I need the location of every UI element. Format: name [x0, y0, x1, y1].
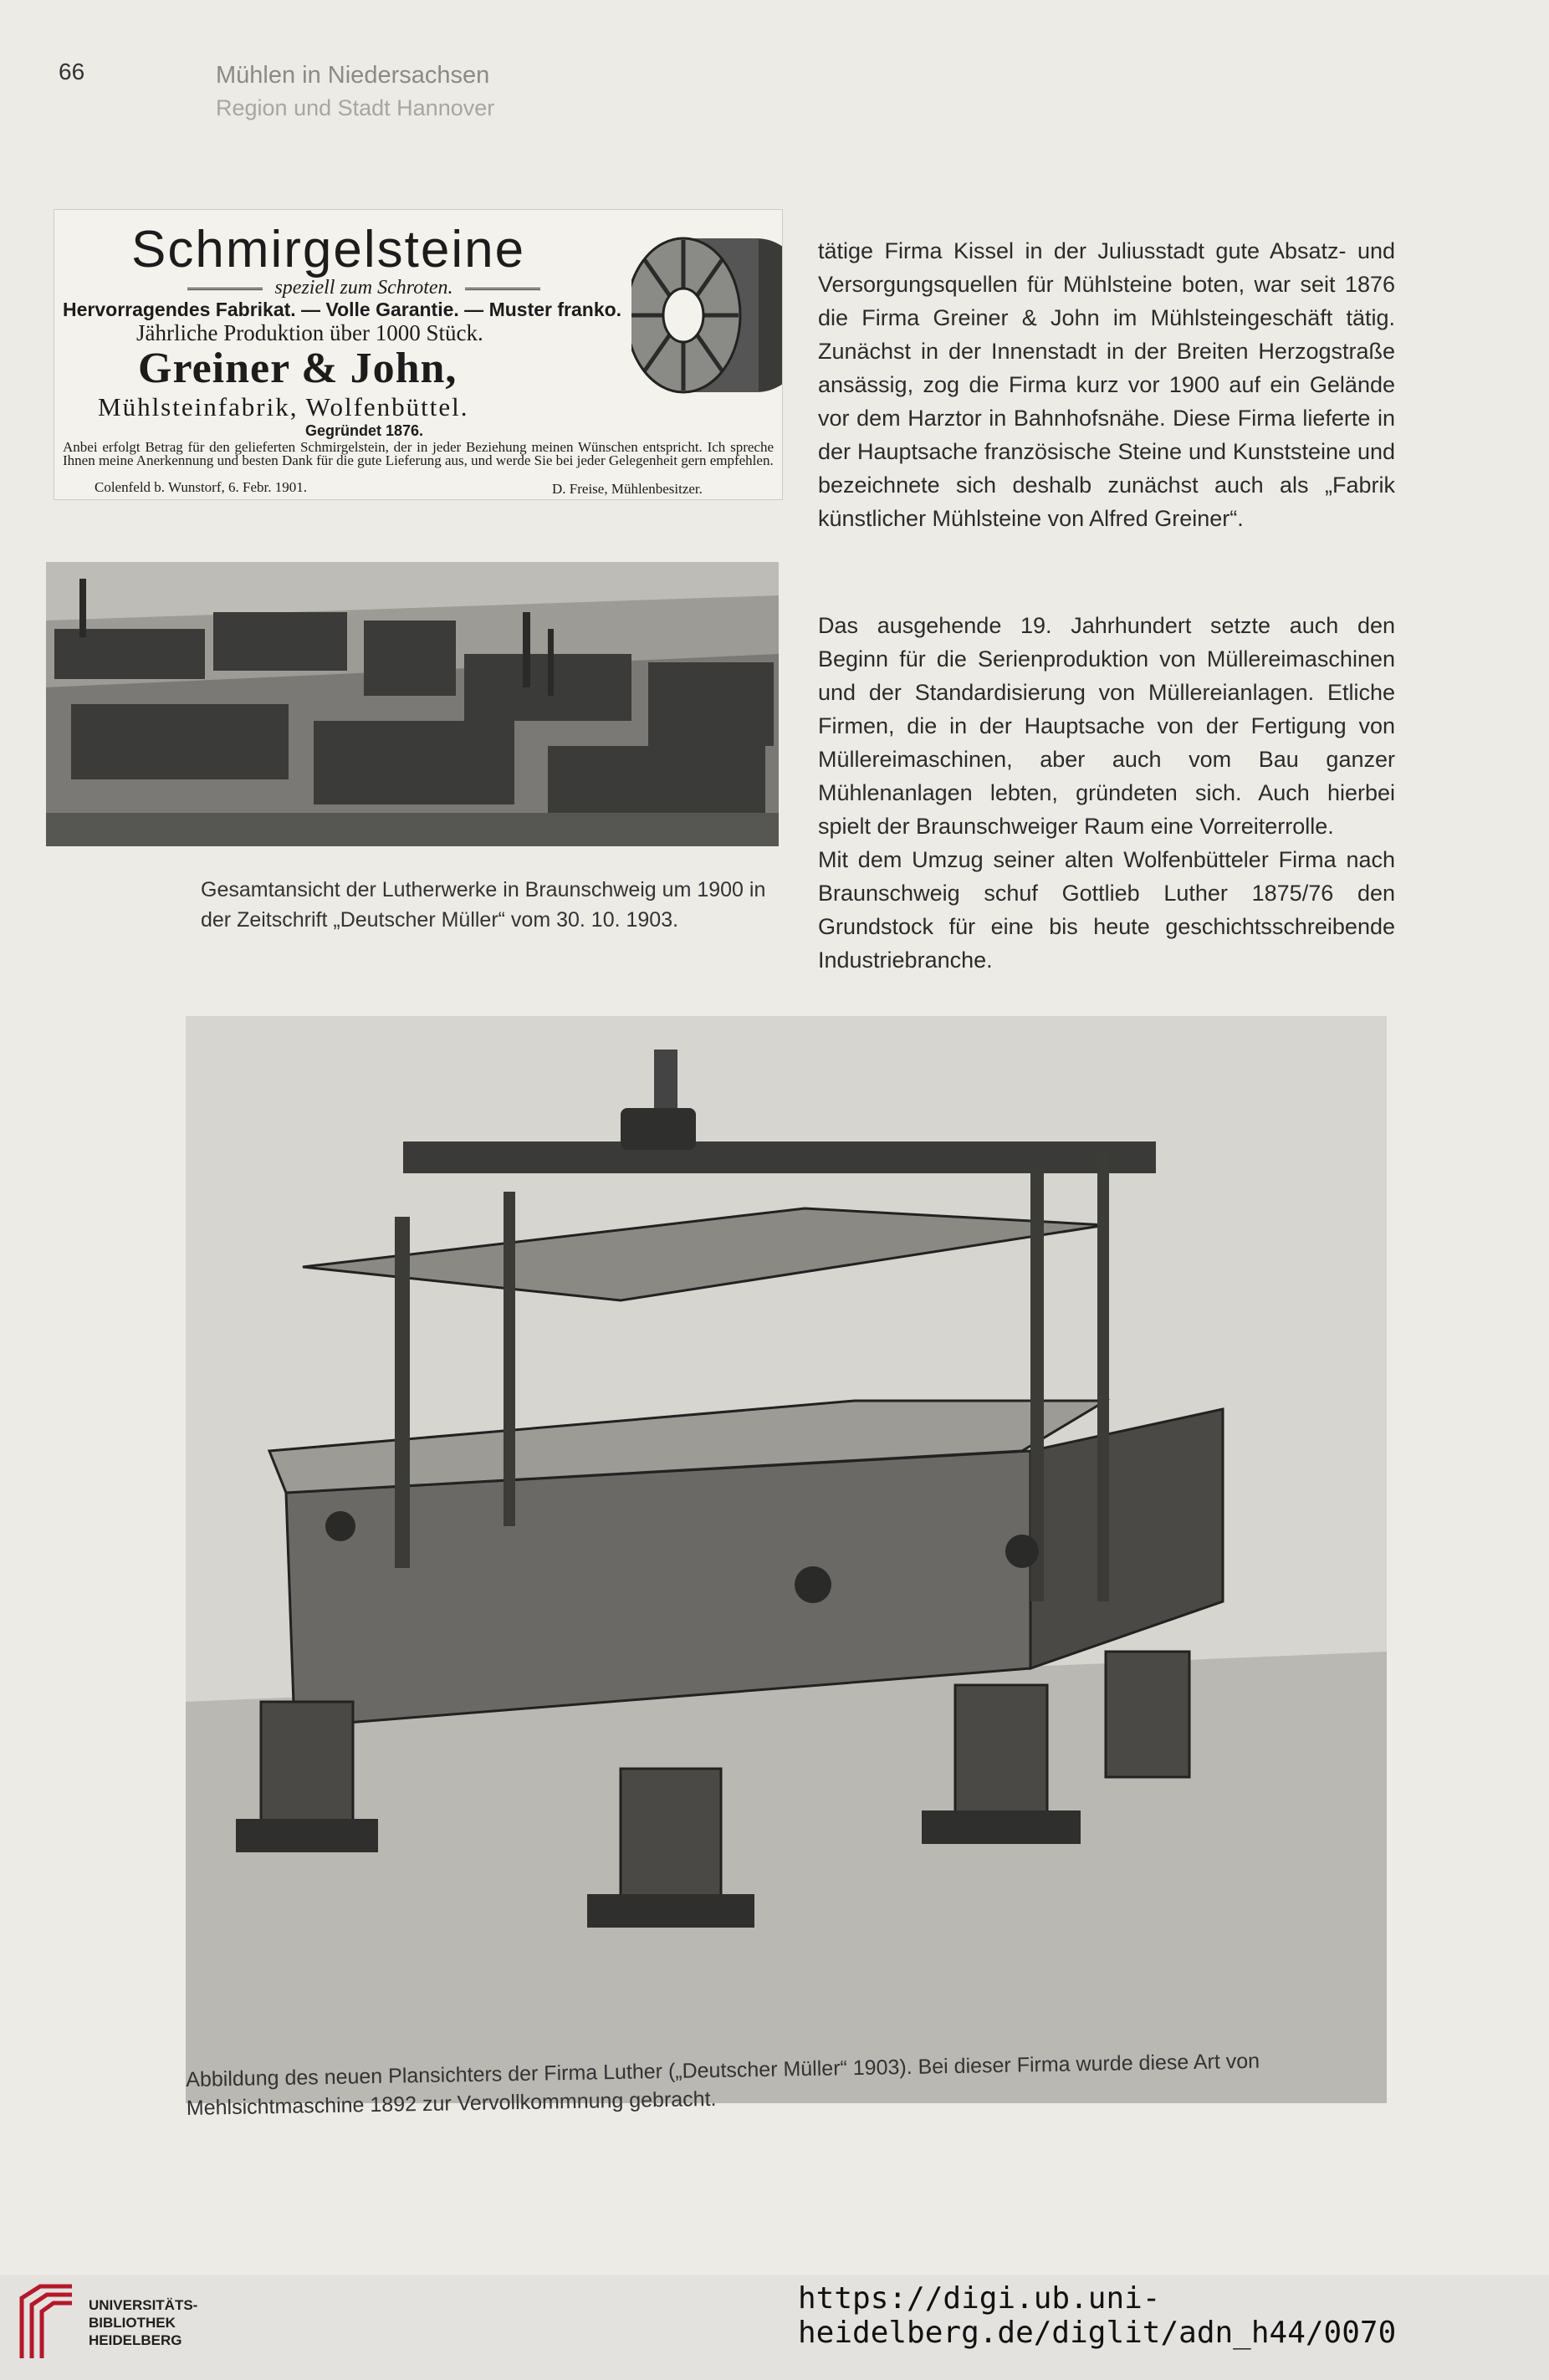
ad-sign-author: D. Freise, Mühlenbesitzer.: [552, 481, 703, 497]
ad-founded: Gegründet 1876.: [305, 422, 424, 439]
ad-subtitle: speziell zum Schroten.: [138, 277, 590, 299]
library-line-3: HEIDELBERG: [89, 2332, 182, 2348]
ad-line-production: Jährliche Produktion über 1000 Stück.: [136, 320, 483, 345]
ad-testimonial: Anbei erfolgt Betrag für den gelieferten Schmirgelstein, der in jeder Beziehung meinen Wünschen entspricht. Ich spreche Ihnen meine Anerkennung und besten Dank für die gute Lieferung aus, und werde Sie bei jeder Gelegenheit gern empfehlen.: [63, 439, 774, 468]
page-number: 66: [59, 59, 85, 84]
library-line-2: BIBLIOTHEK: [89, 2315, 176, 2331]
machine-caption: Abbildung des neuen Plansichters der Firma Luther („Deutscher Müller“ 1903). Bei dieser Firma wurde diese Art von Mehlsichtmaschine 1892 zur Vervollkommnung gebracht.: [186, 2049, 1260, 2120]
plansichter-machine-image: [186, 1016, 1387, 2103]
grinding-stone-illustration: [631, 232, 783, 399]
source-url: https://digi.ub.uni-heidelberg.de/diglit/adn_h44/0070: [798, 2281, 1397, 2350]
paragraph-3: Mit dem Umzug seiner alten Wolfenbütteler Firma nach Braunschweig schuf Gottlieb Luther 1875/76 den Grundstock für eine bis heute geschichtsschreibende Industriebranche.: [818, 847, 1395, 973]
library-name: [89, 2296, 197, 2349]
ad-title: Schmirgelsteine: [131, 221, 526, 278]
paragraph-2: Das ausgehende 19. Jahrhundert setzte auch den Beginn für die Serienproduktion von Müllereimaschinen und der Standardisierung von Müllereianlagen. Etliche Firmen, die in der Hauptsache von der Fertigung von Müllereimaschinen, aber auch vom Bau ganzer Mühlenanlagen lebten, gründeten sich. Auch hierbei spielt der Braunschweiger Raum eine Vorreiterrolle.: [818, 613, 1395, 839]
factory-caption: Gesamtansicht der Lutherwerke in Braunschweig um 1900 in der Zeitschrift „Deutscher Müller“ vom 30. 10. 1903.: [201, 878, 766, 932]
lutherwerke-factory-image: [46, 562, 779, 846]
ub-heidelberg-logo-icon: [15, 2281, 78, 2362]
paragraph-1: tätige Firma Kissel in der Juliusstadt gute Absatz- und Versorgungsquellen für Mühlsteine boten, war seit 1876 die Firma Greiner & John im Mühlsteingeschäft tätig. Zunächst in der Innenstadt in der Breiten Herzogstraße ansässig, zog die Firma kurz vor 1900 auf ein Gelände vor dem Harztor in Bahnhofsnähe. Diese Firma lieferte in der Hauptsache französische Steine und Kunststeine und bezeichnete sich deshalb zunächst auch als „Fabrik künstlicher Mühlsteine von Alfred Greiner“.: [818, 238, 1395, 531]
text-block-2: [818, 609, 1395, 977]
ad-firm-name: Greiner & John,: [138, 345, 458, 392]
ad-location: Mühlsteinfabrik, Wolfenbüttel.: [98, 392, 469, 421]
library-line-1: UNIVERSITÄTS-: [89, 2297, 198, 2313]
ad-sign-place-date: Colenfeld b. Wunstorf, 6. Febr. 1901.: [95, 479, 307, 495]
running-title: Mühlen in Niedersachsen: [216, 62, 490, 89]
greiner-john-advertisement: [54, 209, 783, 500]
ad-line-quality: Hervorragendes Fabrikat. — Volle Garantie. — Muster franko.: [63, 299, 622, 320]
text-paragraph-1: [818, 234, 1395, 535]
running-subtitle: Region und Stadt Hannover: [216, 95, 495, 120]
